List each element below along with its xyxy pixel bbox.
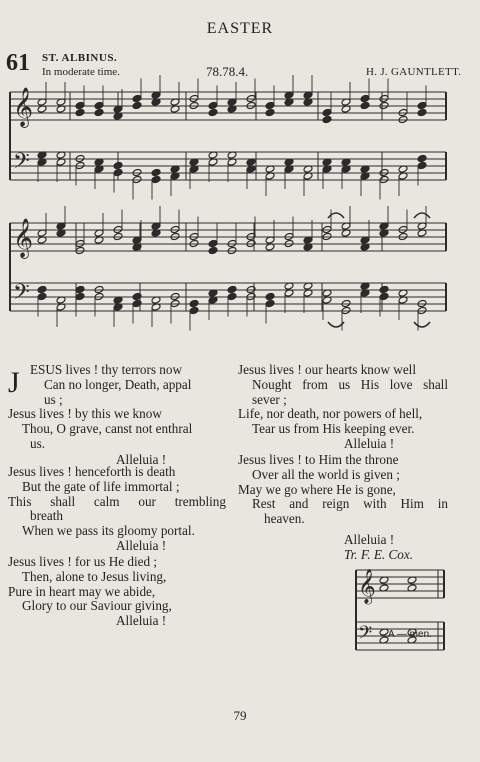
- verse-4: [238, 363, 448, 452]
- drop-capital: J: [8, 366, 20, 399]
- quarter-note: [75, 108, 85, 116]
- treble-clef: 𝄞: [13, 218, 34, 258]
- quarter-note: [265, 299, 275, 307]
- half-note: [284, 239, 294, 247]
- half-note: [94, 285, 104, 293]
- half-note: [75, 154, 85, 162]
- half-note: [170, 299, 180, 307]
- page-number: 79: [233, 708, 247, 723]
- quarter-note: [37, 285, 47, 293]
- verse-line: Jesus lives ! by this we know: [8, 406, 162, 421]
- verse-line: Nought from us His love shall: [252, 376, 448, 392]
- verse-line: Jesus lives ! for us He died ;: [8, 554, 158, 569]
- verse-1-cont: [8, 407, 226, 468]
- quarter-note: [189, 299, 199, 307]
- verse-line: Life, nor death, nor powers of hell,: [238, 406, 423, 422]
- quarter-note: [417, 154, 427, 162]
- verse-2: [8, 465, 226, 554]
- quarter-note: [132, 94, 142, 102]
- verse-line: sever ;: [252, 391, 287, 407]
- alleluia: Alleluia !: [344, 435, 395, 451]
- half-note: [379, 168, 389, 176]
- fermata: [414, 322, 430, 327]
- quarter-note: [151, 175, 161, 183]
- half-note: [246, 101, 256, 109]
- half-note: [398, 225, 408, 233]
- verse-1: [30, 363, 226, 407]
- treble-clef: 𝄞: [13, 87, 34, 127]
- quarter-note: [265, 292, 275, 300]
- quarter-note: [379, 285, 389, 293]
- quarter-note: [113, 161, 123, 169]
- quarter-note: [265, 108, 275, 116]
- alleluia: Alleluia !: [344, 531, 395, 547]
- half-note: [322, 232, 332, 240]
- verse-line: Then, alone to Jesus living,: [22, 568, 167, 584]
- quarter-note: [75, 292, 85, 300]
- quarter-note: [208, 108, 218, 116]
- half-note: [379, 101, 389, 109]
- half-note: [227, 246, 237, 254]
- verse-line: us.: [30, 435, 46, 451]
- verse-line: Rest and reign with Him in: [252, 496, 448, 512]
- quarter-note: [208, 101, 218, 109]
- half-note: [417, 299, 427, 307]
- half-note: [113, 225, 123, 233]
- verse-line: breath: [30, 508, 63, 524]
- verse-line: Jesus lives ! to Him the throne: [238, 452, 399, 467]
- quarter-note: [37, 292, 47, 300]
- bass-clef: 𝄢: [358, 623, 373, 648]
- fermata: [328, 213, 344, 218]
- verse-line: Tear us from His keeping ever.: [252, 421, 415, 437]
- verse-line: Pure in heart may we abide,: [8, 583, 156, 599]
- verse-line: May we go where He is gone,: [238, 481, 396, 497]
- half-note: [132, 168, 142, 176]
- quarter-note: [417, 161, 427, 169]
- half-note: [170, 225, 180, 233]
- half-note: [75, 239, 85, 247]
- verse-5: [238, 453, 448, 563]
- quarter-note: [208, 246, 218, 254]
- half-note: [170, 292, 180, 300]
- hymn-number: 61: [6, 50, 30, 76]
- bass-clef: 𝄢: [13, 149, 30, 179]
- quarter-note: [227, 292, 237, 300]
- bass-clef: 𝄢: [13, 280, 30, 310]
- quarter-note: [322, 108, 332, 116]
- amen-label: A — men.: [388, 629, 432, 640]
- quarter-note: [189, 306, 199, 314]
- translator-credit: Tr. F. E. Cox.: [344, 546, 414, 562]
- half-note: [227, 239, 237, 247]
- verse-3: [8, 555, 226, 629]
- half-note: [341, 306, 351, 314]
- quarter-note: [417, 108, 427, 116]
- verse-line: Jesus lives ! our hearts know well: [238, 362, 416, 377]
- verse-line: This shall calm our trembling: [8, 493, 226, 509]
- half-note: [379, 94, 389, 102]
- quarter-note: [75, 101, 85, 109]
- verse-line: heaven.: [264, 511, 305, 527]
- half-note: [398, 108, 408, 116]
- tune-name: ST. ALBINUS.: [42, 52, 118, 64]
- half-note: [417, 306, 427, 314]
- verse-line: Over all the world is given ;: [252, 466, 400, 482]
- half-note: [75, 246, 85, 254]
- half-note: [189, 94, 199, 102]
- half-note: [379, 175, 389, 183]
- quarter-note: [360, 101, 370, 109]
- quarter-note: [151, 168, 161, 176]
- verse-line: Jesus lives ! henceforth is death: [8, 464, 176, 479]
- alleluia: Alleluia !: [116, 613, 167, 629]
- half-note: [75, 161, 85, 169]
- quarter-note: [208, 239, 218, 247]
- verse-line: But the gate of life immortal ;: [22, 478, 180, 494]
- half-note: [284, 232, 294, 240]
- meter: 78.78.4.: [206, 64, 249, 79]
- fermata: [414, 213, 430, 218]
- quarter-note: [75, 285, 85, 293]
- section-title: EASTER: [206, 20, 274, 37]
- quarter-note: [94, 101, 104, 109]
- half-note: [189, 101, 199, 109]
- tempo-marking: In moderate time.: [42, 66, 120, 78]
- quarter-note: [265, 101, 275, 109]
- treble-clef: 𝄞: [358, 569, 376, 604]
- verse-line: Glory to our Saviour giving,: [22, 598, 172, 614]
- quarter-note: [322, 115, 332, 123]
- quarter-note: [113, 168, 123, 176]
- verse-line: Can no longer, Death, appal: [44, 376, 192, 392]
- half-note: [398, 232, 408, 240]
- alleluia: Alleluia !: [116, 452, 167, 468]
- half-note: [170, 232, 180, 240]
- quarter-note: [227, 285, 237, 293]
- half-note: [322, 225, 332, 233]
- verse-line: ESUS lives ! thy terrors now: [30, 362, 183, 377]
- half-note: [398, 115, 408, 123]
- quarter-note: [417, 101, 427, 109]
- half-note: [94, 292, 104, 300]
- half-note: [113, 232, 123, 240]
- quarter-note: [94, 108, 104, 116]
- half-note: [246, 94, 256, 102]
- verse-line: us ;: [44, 391, 63, 407]
- verse-line: When we pass its gloomy portal.: [22, 523, 195, 539]
- quarter-note: [360, 94, 370, 102]
- half-note: [189, 239, 199, 247]
- verse-line: Thou, O grave, canst not enthral: [22, 420, 193, 436]
- composer: H. J. GAUNTLETT.: [366, 66, 462, 78]
- quarter-note: [132, 101, 142, 109]
- half-note: [132, 175, 142, 183]
- half-note: [341, 299, 351, 307]
- alleluia: Alleluia !: [116, 537, 167, 553]
- half-note: [189, 232, 199, 240]
- quarter-note: [379, 292, 389, 300]
